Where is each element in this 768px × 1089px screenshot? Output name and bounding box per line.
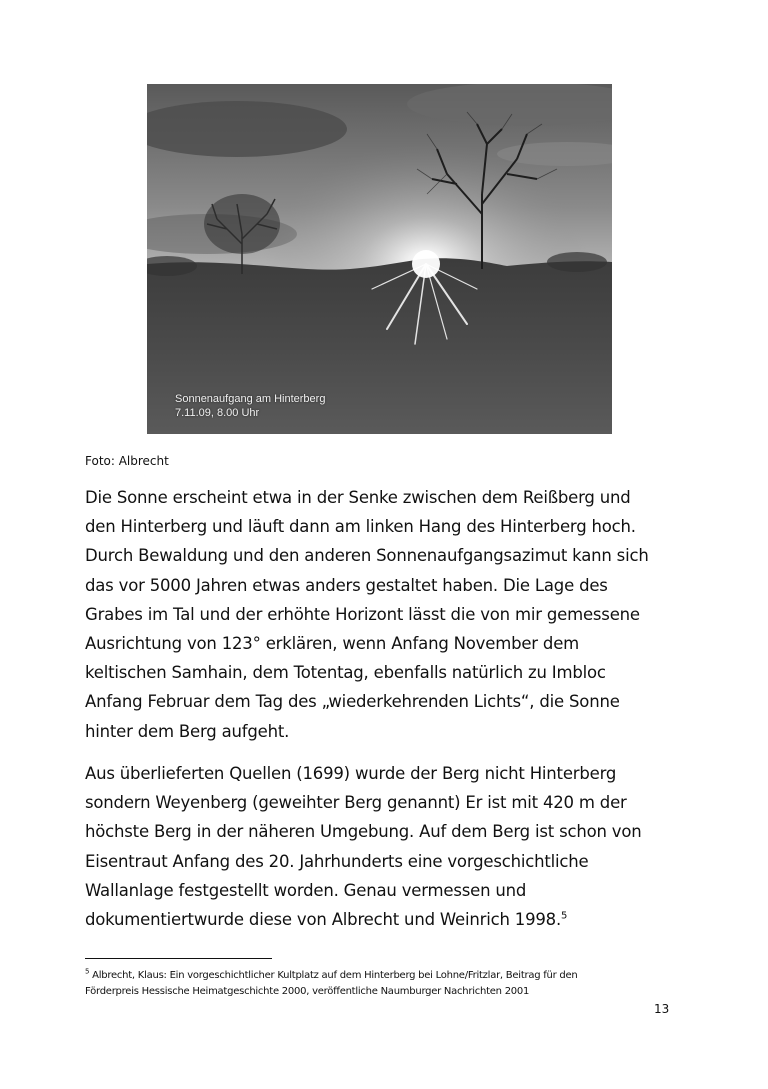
paragraph-1-line: den Hinterberg und läuft dann am linken Hang des Hinterberg hoch.: [85, 517, 636, 537]
paragraph-1-line: hinter dem Berg aufgeht.: [85, 721, 290, 741]
paragraph-1-line: Grabes im Tal und der erhöhte Horizont lässt die von mir gemessene: [85, 604, 640, 624]
footnote-line-1: [85, 968, 685, 984]
sunrise-photo: [147, 84, 612, 434]
photo-caption-line2: 7.11.09, 8.00 Uhr: [175, 407, 260, 419]
paragraph-2-line: sondern Weyenberg (geweihter Berg genannt) Er ist mit 420 m der: [85, 793, 627, 813]
paragraph-1-line: Anfang Februar dem Tag des „wiederkehrenden Lichts“, die Sonne: [85, 692, 620, 712]
paragraph-2-line: Wallanlage festgestellt worden. Genau vermessen und: [85, 880, 527, 900]
photo-credit: Foto: Albrecht: [85, 454, 169, 468]
paragraph-1-line: Durch Bewaldung und den anderen Sonnenaufgangsazimut kann sich: [85, 546, 649, 566]
page-number: 13: [654, 1002, 670, 1016]
footnote-marker: 5: [85, 967, 90, 976]
sunrise-photo-image: [147, 84, 612, 434]
footnote: [85, 968, 685, 1000]
paragraph-1: [85, 483, 685, 746]
footnote-line-2: Förderpreis Hessische Heimatgeschichte 2000, veröffentliche Naumburger Nachrichten 2001: [85, 986, 530, 997]
paragraph-2-line: Eisentraut Anfang des 20. Jahrhunderts eine vorgeschichtliche: [85, 851, 589, 871]
paragraph-2-line: höchste Berg in der näheren Umgebung. Auf dem Berg ist schon von: [85, 822, 642, 842]
footnote-reference[interactable]: 5: [561, 910, 568, 922]
paragraph-2-last-line-text: dokumentiertwurde diese von Albrecht und Weinrich 1998.: [85, 910, 562, 930]
paragraph-1-line: das vor 5000 Jahren etwas anders gestaltet haben. Die Lage des: [85, 575, 608, 595]
paragraph-1-line: Ausrichtung von 123° erklären, wenn Anfang November dem: [85, 634, 580, 654]
paragraph-2-line: Aus überlieferten Quellen (1699) wurde der Berg nicht Hinterberg: [85, 764, 617, 783]
photo-caption: [175, 392, 325, 420]
paragraph-1-line: Die Sonne erscheint etwa in der Senke zwischen dem Reißberg und: [85, 488, 631, 507]
footnote-text-1: Albrecht, Klaus: Ein vorgeschichtlicher Kultplatz auf dem Hinterberg bei Lohne/Fritzlar, Beitrag für den: [92, 970, 578, 981]
photo-caption-line1: Sonnenaufgang am Hinterberg: [175, 393, 326, 405]
footnote-divider: [85, 958, 272, 959]
paragraph-1-line: keltischen Samhain, dem Totentag, ebenfalls natürlich zu Imbloc: [85, 663, 606, 683]
paragraph-2-line: [85, 905, 685, 934]
paragraph-2: [85, 759, 685, 934]
